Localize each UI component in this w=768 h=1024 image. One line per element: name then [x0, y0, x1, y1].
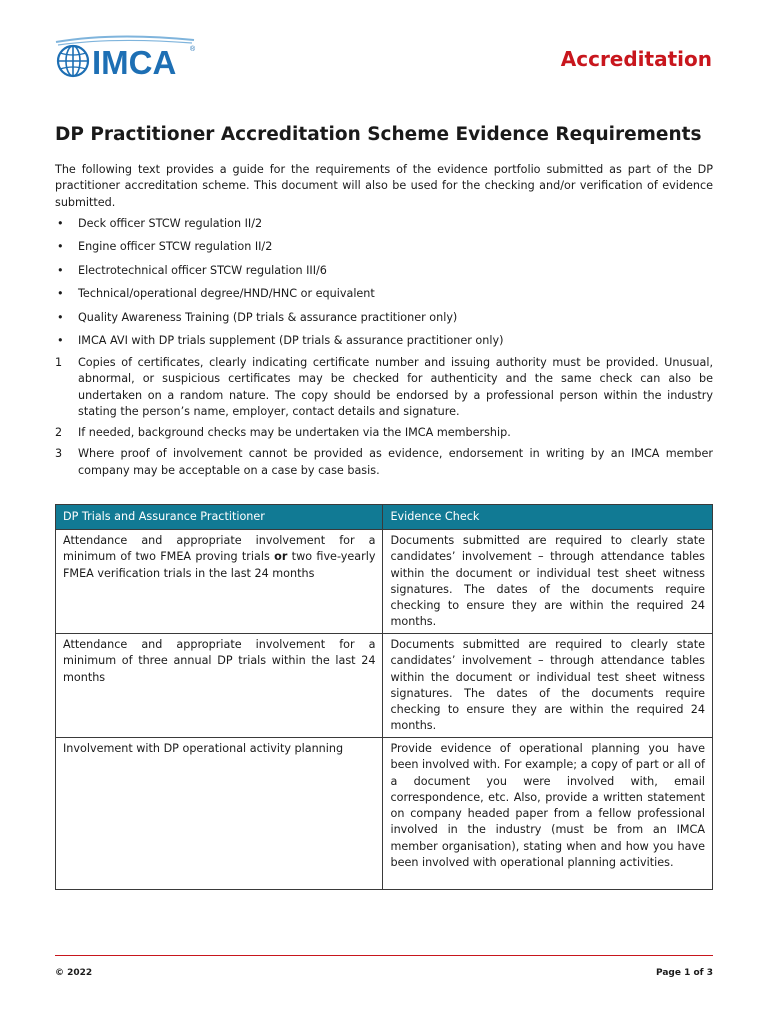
list-item-text: Electrotechnical officer STCW regulation III/6 [78, 263, 327, 277]
note-text: If needed, background checks may be undertaken via the IMCA membership. [78, 426, 511, 440]
note-text: Copies of certificates, clearly indicating certificate number and issuing authority must be provided. Unusual, abnormal, or suspicious certificates may be checked for authenticity and the same check can also be undertaken on a random nature. The copy should be endorsed by a professional person within the industry stating the person’s name, employer, contact details and signature. [78, 356, 713, 418]
notes-list [55, 355, 713, 484]
column-header-practitioner: DP Trials and Assurance Practitioner [56, 505, 383, 530]
evidence-cell: Documents submitted are required to clearly state candidates’ involvement – through attendance tables within the document or individual test sheet witness signatures. The dates of the documents require checking to ensure they are within the required 24 months. [383, 530, 713, 634]
evidence-table [55, 504, 713, 890]
requirement-cell: Attendance and appropriate involvement for a minimum of three annual DP trials within the last 24 months [56, 634, 383, 738]
registered-mark: ® [190, 46, 196, 53]
footer-divider [55, 955, 713, 956]
note-number: 1 [55, 356, 63, 369]
requirement-emphasis: or [274, 550, 288, 564]
table-row [56, 530, 713, 634]
qualification-list [55, 216, 503, 356]
list-item-text: Engine officer STCW regulation II/2 [78, 240, 273, 254]
bullet-icon: • [57, 333, 64, 347]
note-item [55, 446, 713, 479]
list-item [55, 310, 503, 333]
note-number: 3 [55, 447, 63, 461]
requirement-cell [56, 530, 383, 634]
bullet-icon: • [57, 263, 64, 277]
bullet-icon: • [57, 310, 64, 324]
note-item [55, 425, 713, 441]
page-title: DP Practitioner Accreditation Scheme Evidence Requirements [55, 124, 702, 145]
note-number: 2 [55, 426, 63, 440]
bullet-icon: • [57, 287, 64, 301]
list-item-text: Technical/operational degree/HND/HNC or equivalent [78, 287, 375, 301]
list-item-text: Deck officer STCW regulation II/2 [78, 217, 263, 230]
copyright: © 2022 [55, 968, 93, 978]
list-item-text: Quality Awareness Training (DP trials & assurance practitioner only) [78, 310, 458, 324]
imca-logo [54, 34, 199, 86]
section-title: Accreditation [560, 47, 712, 71]
list-item-text: IMCA AVI with DP trials supplement (DP trials & assurance practitioner only) [78, 333, 504, 347]
bullet-icon: • [57, 217, 64, 230]
requirement-text: Attendance and appropriate involvement for a minimum of two FMEA proving trials [63, 534, 376, 564]
list-item [55, 239, 503, 262]
requirement-cell: Involvement with DP operational activity planning [56, 738, 383, 890]
bullet-icon: • [57, 240, 64, 254]
evidence-cell: Documents submitted are required to clearly state candidates’ involvement – through attendance tables within the document or individual test sheet witness signatures. The dates of the documents require checking to ensure they are within the required 24 months. [383, 634, 713, 738]
table-header-row [56, 505, 713, 530]
list-item [55, 286, 503, 309]
note-text: Where proof of involvement cannot be provided as evidence, endorsement in writing by an IMCA member company may be acceptable on a case by case basis. [78, 447, 713, 477]
page-number: Page 1 of 3 [656, 968, 713, 978]
table-row [56, 634, 713, 738]
intro-paragraph: The following text provides a guide for the requirements of the evidence portfolio submitted as part of the DP practitioner accreditation scheme. This document will also be used for the checking and/or verification of evidence submitted. [55, 163, 713, 209]
column-header-evidence: Evidence Check [383, 505, 713, 530]
table-row [56, 738, 713, 890]
list-item [55, 216, 503, 239]
requirement-text-cont: two five-yearly FMEA verification trials in the last 24 months [63, 550, 376, 580]
list-item [55, 263, 503, 286]
logo-wordmark: IMCA [92, 44, 177, 81]
list-item [55, 333, 503, 356]
note-item [55, 355, 713, 420]
evidence-cell: Provide evidence of operational planning you have been involved with. For example; a copy of part or all of a document you were involved with, email correspondence, etc. Also, provide a written statement on company headed paper from a fellow professional involved in the industry (must be from an IMCA member organisation), stating when and how you have been involved with operational planning activities. [383, 738, 713, 890]
